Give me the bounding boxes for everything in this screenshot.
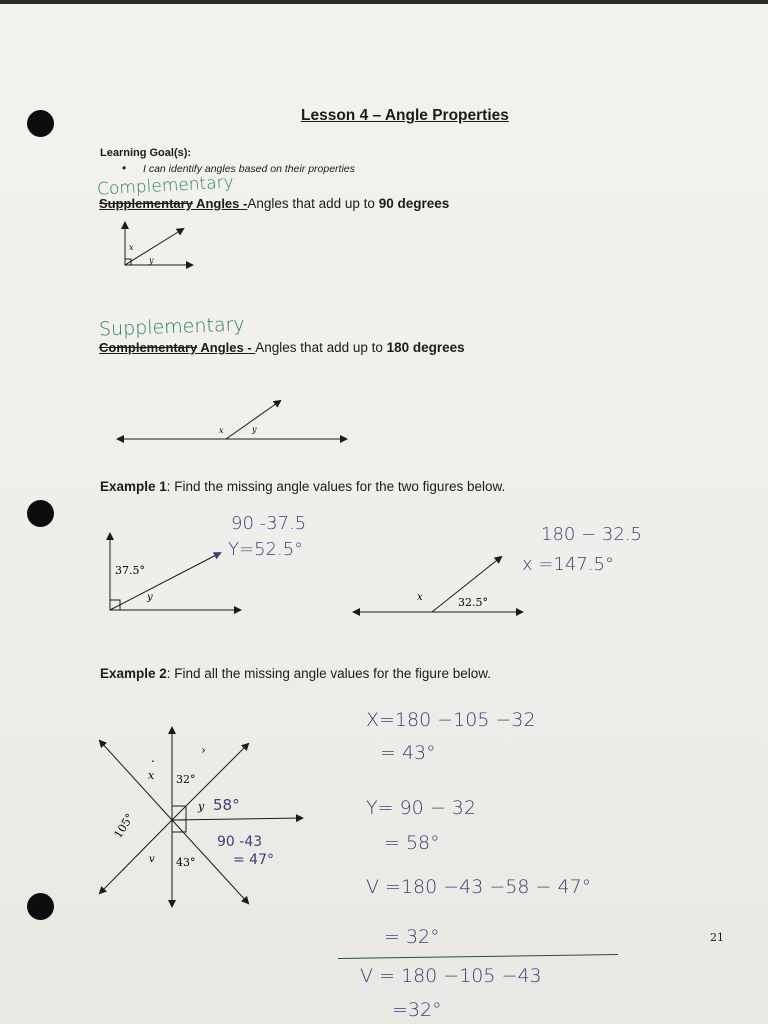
page-title: Lesson 4 – Angle Properties bbox=[301, 107, 509, 124]
section2-term: Complementary bbox=[99, 340, 198, 355]
handwritten-supplementary: Supplementary bbox=[98, 313, 245, 341]
ex1-angle-32: 32.5° bbox=[458, 596, 488, 609]
section1-definition: Angles that add up to bbox=[247, 196, 379, 211]
work-x-line1: X=180 −105 −32 bbox=[366, 709, 536, 731]
work-y-line2: = 58° bbox=[384, 832, 440, 854]
supplementary-diagram bbox=[118, 401, 346, 439]
learning-goal-heading: Learning Goal(s): bbox=[100, 147, 192, 159]
ex2-angle-105: 105° bbox=[111, 811, 137, 841]
example1-fig2-work1: 180 − 32.5 bbox=[541, 524, 642, 545]
example1-figure2 bbox=[354, 557, 522, 612]
section1-term: Supplementary bbox=[99, 196, 193, 211]
example1-label: Example 1 bbox=[100, 479, 167, 494]
ex2-angle-43: 43° bbox=[176, 856, 196, 869]
s2-x-label: x bbox=[219, 426, 224, 435]
work-v-line3: V = 180 −105 −43 bbox=[360, 965, 542, 987]
section2-degrees: 180 degrees bbox=[386, 340, 465, 355]
section2-definition: Angles that add up to bbox=[255, 340, 387, 355]
s1-y-label: y bbox=[149, 256, 154, 265]
ex1-angle-37: 37.5° bbox=[115, 564, 145, 577]
ex2-work-47: = 47° bbox=[233, 852, 274, 868]
work-x-line2: = 43° bbox=[380, 742, 436, 764]
section2-term-suffix: Angles - bbox=[197, 340, 256, 355]
example1-fig2-work2: x =147.5° bbox=[522, 554, 614, 575]
worksheet-page bbox=[0, 4, 768, 1024]
ex2-tick-mark: › bbox=[201, 743, 206, 757]
handwritten-complementary: Complementary bbox=[96, 172, 235, 200]
ex2-y: y bbox=[198, 800, 205, 813]
page-number: 21 bbox=[710, 931, 724, 944]
example1-text: : Find the missing angle values for the two figures below. bbox=[166, 479, 506, 494]
s1-x-label: x bbox=[129, 243, 134, 252]
ex2-x: x bbox=[148, 769, 155, 782]
s2-y-label: y bbox=[252, 425, 257, 434]
diagrams-layer bbox=[0, 4, 768, 1024]
example1-fig1-work1: 90 -37.5 bbox=[231, 513, 307, 534]
ex2-angle-32: 32° bbox=[176, 773, 196, 786]
work-v-line4: =32° bbox=[392, 999, 442, 1021]
learning-goal-bullet: • bbox=[122, 161, 127, 175]
ex2-work-90-43: 90 -43 bbox=[217, 834, 263, 850]
complementary-diagram bbox=[125, 223, 192, 265]
ex1-fig2-x: x bbox=[417, 592, 423, 603]
section1-term-suffix: Angles - bbox=[192, 196, 248, 211]
example2-text: : Find all the missing angle values for the figure below. bbox=[166, 666, 491, 681]
section1-degrees: 90 degrees bbox=[378, 196, 450, 211]
work-v-line1: V =180 −43 −58 − 47° bbox=[366, 876, 592, 898]
ex1-fig1-y: y bbox=[147, 592, 153, 603]
work-y-line1: Y= 90 − 32 bbox=[366, 797, 476, 819]
learning-goal-item: I can identify angles based on their properties bbox=[143, 163, 355, 175]
ex2-dot-mark: . bbox=[151, 751, 155, 765]
example1-fig1-work2: Y=52.5° bbox=[228, 539, 304, 560]
ex2-y-value: 58° bbox=[213, 796, 240, 814]
work-v-line2: = 32° bbox=[384, 926, 440, 948]
ex2-v: v bbox=[149, 854, 155, 865]
example2-label: Example 2 bbox=[100, 666, 167, 681]
